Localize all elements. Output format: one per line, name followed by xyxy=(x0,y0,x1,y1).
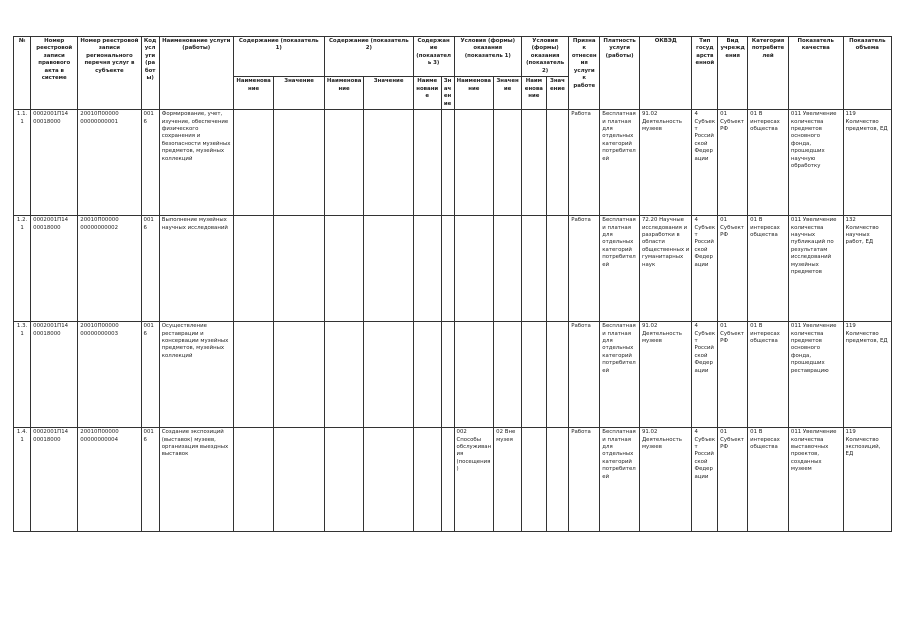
row-level: 4 Субъект Российской Федерации xyxy=(692,322,718,428)
col-level-header: Тип государственной xyxy=(692,37,718,110)
row-okved: 72.20 Научные исследования и разработки в области общественных и гуманитарных наук xyxy=(639,216,692,322)
col-okved-header: ОКВЭД xyxy=(639,37,692,110)
content1-value-subheader: Значение xyxy=(274,77,324,110)
row-content2-name xyxy=(324,322,364,428)
row-payment: Бесплатная и платная для отдельных категорий потребителей xyxy=(600,322,640,428)
row-content1-value xyxy=(274,428,324,532)
row-content3-name xyxy=(413,216,441,322)
row-content1-value xyxy=(274,216,324,322)
row-payment: Бесплатная и платная для отдельных категорий потребителей xyxy=(600,216,640,322)
row-content1-name xyxy=(233,216,274,322)
col-cond1-header: Условия (формы) оказания (показатель 1) xyxy=(454,37,522,77)
col-sign-header: Признак отнесения услуги к работе xyxy=(569,37,600,110)
row-reg-no: 0002001П14 00018000 xyxy=(31,428,78,532)
row-cond1-value xyxy=(494,110,522,216)
row-content1-name xyxy=(233,110,274,216)
row-cond1-name xyxy=(454,322,494,428)
col-reg-no-subject-header: Номер реестровой записи регионального перечня услуг в субъекте xyxy=(78,37,141,110)
row-volume: 119 Количество предметов, ЕД xyxy=(843,110,891,216)
cond2-value-subheader: Значение xyxy=(546,77,569,110)
content3-value-subheader: Значение xyxy=(441,77,454,110)
row-cond1-value: 02 Вне музея xyxy=(494,428,522,532)
col-content3-header: Содержание (показатель 3) xyxy=(413,37,454,77)
row-category: 01 В интересах общества xyxy=(748,322,789,428)
row-volume: 119 Количество предметов, ЕД xyxy=(843,322,891,428)
row-quality: 011 Увеличение количества научных публикаций по результатам исследований музейных предметов xyxy=(788,216,843,322)
cond1-name-subheader: Наименование xyxy=(454,77,494,110)
row-sign: Работа xyxy=(569,110,600,216)
row-reg-no: 0002001П14 00018000 xyxy=(31,322,78,428)
content2-value-subheader: Значение xyxy=(364,77,413,110)
row-cond1-value xyxy=(494,322,522,428)
table-row xyxy=(14,216,892,322)
row-cond1-name xyxy=(454,110,494,216)
header-row-1 xyxy=(14,37,892,77)
row-code: 0016 xyxy=(141,216,159,322)
row-sign: Работа xyxy=(569,428,600,532)
row-level: 4 Субъект Российской Федерации xyxy=(692,428,718,532)
row-content1-name xyxy=(233,322,274,428)
row-reg-no: 0002001П14 00018000 xyxy=(31,110,78,216)
content1-name-subheader: Наименование xyxy=(233,77,274,110)
row-cond2-value xyxy=(546,110,569,216)
row-content2-value xyxy=(364,110,413,216)
table-row xyxy=(14,322,892,428)
row-reg-no: 0002001П14 00018000 xyxy=(31,216,78,322)
col-num-header: № xyxy=(14,37,31,110)
row-content2-value xyxy=(364,216,413,322)
row-code: 0016 xyxy=(141,110,159,216)
row-cond1-name: 002 Способы обслуживания (посещения) xyxy=(454,428,494,532)
row-cond2-name xyxy=(522,322,547,428)
row-content3-name xyxy=(413,428,441,532)
row-code: 0016 xyxy=(141,322,159,428)
row-num: 1.1.1 xyxy=(14,110,31,216)
row-content1-value xyxy=(274,110,324,216)
col-cond2-header: Условия (формы) оказания (показатель 2) xyxy=(522,37,569,77)
col-name-header: Наименование услуги (работы) xyxy=(159,37,233,110)
row-org-type: 01 Субъект РФ xyxy=(718,428,748,532)
row-content3-value xyxy=(441,322,454,428)
row-okved: 91.02 Деятельность музеев xyxy=(639,110,692,216)
row-num: 1.2.1 xyxy=(14,216,31,322)
row-category: 01 В интересах общества xyxy=(748,428,789,532)
row-content2-name xyxy=(324,110,364,216)
row-content2-value xyxy=(364,322,413,428)
col-reg-no-header: Номер реестровой записи правового акта в системе xyxy=(31,37,78,110)
row-cond2-name xyxy=(522,428,547,532)
row-cond2-value xyxy=(546,428,569,532)
content2-name-subheader: Наименование xyxy=(324,77,364,110)
col-org-type-header: Вид учреждения xyxy=(718,37,748,110)
row-sign: Работа xyxy=(569,216,600,322)
row-org-type: 01 Субъект РФ xyxy=(718,216,748,322)
row-reg-no-subject: 20010П00000 00000000003 xyxy=(78,322,141,428)
row-name: Выполнение музейных научных исследований xyxy=(159,216,233,322)
row-org-type: 01 Субъект РФ xyxy=(718,110,748,216)
row-reg-no-subject: 20010П00000 00000000001 xyxy=(78,110,141,216)
table-row xyxy=(14,428,892,532)
row-content3-name xyxy=(413,110,441,216)
col-quality-header: Показатель качества xyxy=(788,37,843,110)
row-content2-value xyxy=(364,428,413,532)
row-content3-value xyxy=(441,110,454,216)
col-content1-header: Содержание (показатель 1) xyxy=(233,37,324,77)
cond2-name-subheader: Наименование xyxy=(522,77,547,110)
row-code: 0016 xyxy=(141,428,159,532)
row-payment: Бесплатная и платная для отдельных категорий потребителей xyxy=(600,110,640,216)
row-name: Создание экспозиций (выставок) музеев, организация выездных выставок xyxy=(159,428,233,532)
row-reg-no-subject: 20010П00000 00000000002 xyxy=(78,216,141,322)
row-content1-value xyxy=(274,322,324,428)
row-cond2-name xyxy=(522,110,547,216)
col-volume-header: Показатель объема xyxy=(843,37,891,110)
row-level: 4 Субъект Российской Федерации xyxy=(692,216,718,322)
row-content3-value xyxy=(441,216,454,322)
content3-name-subheader: Наименование xyxy=(413,77,441,110)
row-cond2-value xyxy=(546,216,569,322)
row-content3-name xyxy=(413,322,441,428)
row-okved: 91.02 Деятельность музеев xyxy=(639,322,692,428)
row-sign: Работа xyxy=(569,322,600,428)
row-volume: 132 Количество научных работ, ЕД xyxy=(843,216,891,322)
row-cond2-name xyxy=(522,216,547,322)
col-code-header: Код услуги (работы) xyxy=(141,37,159,110)
row-cond2-value xyxy=(546,322,569,428)
row-level: 4 Субъект Российской Федерации xyxy=(692,110,718,216)
row-quality: 011 Увеличение количества выставочных проектов, созданных музеем xyxy=(788,428,843,532)
row-payment: Бесплатная и платная для отдельных категорий потребителей xyxy=(600,428,640,532)
row-org-type: 01 Субъект РФ xyxy=(718,322,748,428)
row-cond1-name xyxy=(454,216,494,322)
row-quality: 011 Увеличение количества предметов основного фонда, прошедших реставрацию xyxy=(788,322,843,428)
row-content3-value xyxy=(441,428,454,532)
row-name: Осуществление реставрации и консервации музейных предметов, музейных коллекций xyxy=(159,322,233,428)
row-category: 01 В интересах общества xyxy=(748,216,789,322)
col-payment-header: Платность услуги (работы) xyxy=(600,37,640,110)
row-content2-name xyxy=(324,216,364,322)
row-quality: 011 Увеличение количества предметов основного фонда, прошедших научную обработку xyxy=(788,110,843,216)
col-category-header: Категория потребителей xyxy=(748,37,789,110)
registry-table xyxy=(13,36,892,532)
row-volume: 119 Количество экспозиций, ЕД xyxy=(843,428,891,532)
row-num: 1.4.1 xyxy=(14,428,31,532)
cond1-value-subheader: Значение xyxy=(494,77,522,110)
row-num: 1.3.1 xyxy=(14,322,31,428)
row-cond1-value xyxy=(494,216,522,322)
row-name: Формирование, учет, изучение, обеспечение физического сохранения и безопасности музейных предметов, музейных коллекций xyxy=(159,110,233,216)
table-row xyxy=(14,110,892,216)
row-content1-name xyxy=(233,428,274,532)
row-category: 01 В интересах общества xyxy=(748,110,789,216)
row-content2-name xyxy=(324,428,364,532)
row-reg-no-subject: 20010П00000 00000000004 xyxy=(78,428,141,532)
col-content2-header: Содержание (показатель 2) xyxy=(324,37,413,77)
row-okved: 91.02 Деятельность музеев xyxy=(639,428,692,532)
